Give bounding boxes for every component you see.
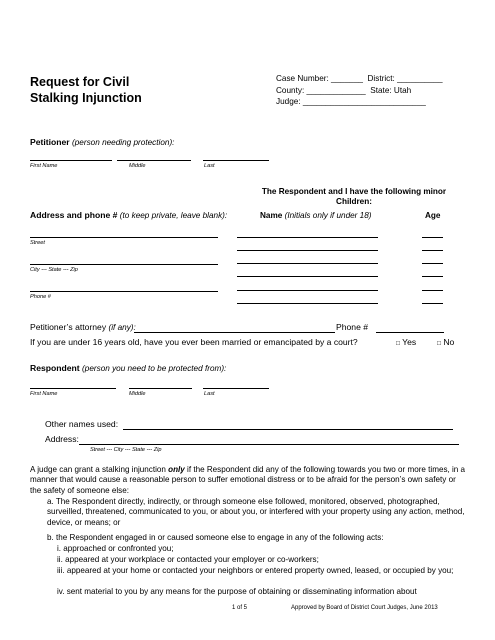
attorney-phone-label: Phone # xyxy=(336,322,369,332)
form-title-line2: Stalking Injunction xyxy=(30,91,142,105)
form-title-line1: Request for Civil xyxy=(30,75,130,89)
city-state-zip-input[interactable] xyxy=(30,264,218,265)
child-age-input[interactable] xyxy=(422,276,443,277)
petitioner-last-name-input[interactable] xyxy=(203,160,269,161)
state-label: State: Utah xyxy=(370,85,412,95)
attorney-note: (if any): xyxy=(108,323,136,332)
child-name-input[interactable] xyxy=(237,290,378,291)
attorney-row xyxy=(30,322,136,332)
yes-checkbox[interactable]: □ xyxy=(396,340,400,347)
child-age-input[interactable] xyxy=(422,237,443,238)
other-names-input[interactable] xyxy=(123,429,453,430)
phone-input[interactable] xyxy=(30,291,218,292)
child-age-input[interactable] xyxy=(422,303,443,304)
child-name-input[interactable] xyxy=(237,276,378,277)
child-age-input[interactable] xyxy=(422,263,443,264)
petitioner-heading: Petitioner (person needing protection): xyxy=(30,137,175,147)
petitioner-middle-name-input[interactable] xyxy=(117,160,191,161)
other-names-label: Other names used: xyxy=(45,419,119,429)
petitioner-last-caption: Last xyxy=(204,163,215,169)
attorney-phone-input[interactable] xyxy=(376,332,444,333)
petitioner-first-name-input[interactable] xyxy=(30,160,112,161)
intro-paragraph: A judge can grant a stalking injunction only if the Respondent did any of the following towards you two or more times, in a manner that would cause a reasonable person to suffer emotional distress or to be afraid for the person’s own safety or the safety of someone else: xyxy=(30,465,466,495)
respondent-middle-name-input[interactable] xyxy=(129,388,192,389)
child-name-input[interactable] xyxy=(237,237,378,238)
item-b-iii: iii. appeared at your home or contacted your neighbors or entered property owned, leased, or occupied by you; xyxy=(57,566,454,575)
city-state-zip-caption: City --- State --- Zip xyxy=(30,267,78,273)
respondent-middle-caption: Middle xyxy=(129,391,146,397)
child-name-input[interactable] xyxy=(237,250,378,251)
county-field[interactable]: County: _____________ xyxy=(276,85,366,95)
item-a: a. The Respondent directly, indirectly, or through someone else followed, monitored, observed, photographed, surveilled, threatened, communicated to you, or about you, or interfered with your property using any action, method, device, or means; or xyxy=(47,497,465,527)
street-input[interactable] xyxy=(30,237,218,238)
attorney-name-input[interactable] xyxy=(134,332,335,333)
judge-field[interactable]: Judge: ___________________________ xyxy=(276,97,426,106)
respondent-last-caption: Last xyxy=(204,391,215,397)
under16-question: If you are under 16 years old, have you ever been married or emancipated by a court? xyxy=(30,337,358,347)
item-b: b. the Respondent engaged in or caused someone else to engage in any of the following acts: xyxy=(47,533,384,542)
phone-caption: Phone # xyxy=(30,294,51,300)
intro-emphasis: only xyxy=(168,465,185,474)
page-number: 1 of 5 xyxy=(232,605,248,611)
children-age-column-header: Age xyxy=(425,211,441,220)
address-heading: Address and phone # (to keep private, leave blank): xyxy=(30,210,228,220)
child-name-input[interactable] xyxy=(237,303,378,304)
petitioner-first-caption: First Name xyxy=(30,163,58,169)
case-info-block xyxy=(276,73,476,108)
respondent-first-name-input[interactable] xyxy=(30,388,116,389)
respondent-address-label: Address: xyxy=(45,434,79,444)
child-name-input[interactable] xyxy=(237,263,378,264)
form-title xyxy=(30,74,142,106)
respondent-address-input[interactable] xyxy=(79,444,459,445)
street-caption: Street xyxy=(30,240,45,246)
respondent-first-caption: First Name xyxy=(30,391,58,397)
item-b-i: i. approached or confronted you; xyxy=(57,544,174,553)
under16-no-option[interactable]: □ No xyxy=(437,337,455,347)
child-age-input[interactable] xyxy=(422,290,443,291)
petitioner-middle-caption: Middle xyxy=(129,163,146,169)
item-b-iv: iv. sent material to you by any means for the purpose of obtaining or disseminating information about xyxy=(57,587,417,596)
attorney-label: Petitioner’s attorney xyxy=(30,322,107,332)
district-field[interactable]: District: __________ xyxy=(367,74,443,83)
respondent-heading: Respondent (person you need to be protected from): xyxy=(30,363,227,373)
under16-yes-option[interactable]: □ Yes xyxy=(396,337,417,347)
case-number-field[interactable]: Case Number: _______ xyxy=(276,74,363,83)
approval-note: Approved by Board of District Court Judges, June 2013 xyxy=(291,605,438,611)
minor-children-heading: The Respondent and I have the following minor Children: xyxy=(261,187,447,206)
no-checkbox[interactable]: □ xyxy=(437,340,441,347)
item-b-ii: ii. appeared at your workplace or contacted your employer or co-workers; xyxy=(57,555,319,564)
respondent-last-name-input[interactable] xyxy=(203,388,269,389)
respondent-address-caption: Street --- City --- State --- Zip xyxy=(90,447,162,453)
child-age-input[interactable] xyxy=(422,250,443,251)
children-name-column-header: Name (Initials only if under 18) xyxy=(260,211,372,220)
